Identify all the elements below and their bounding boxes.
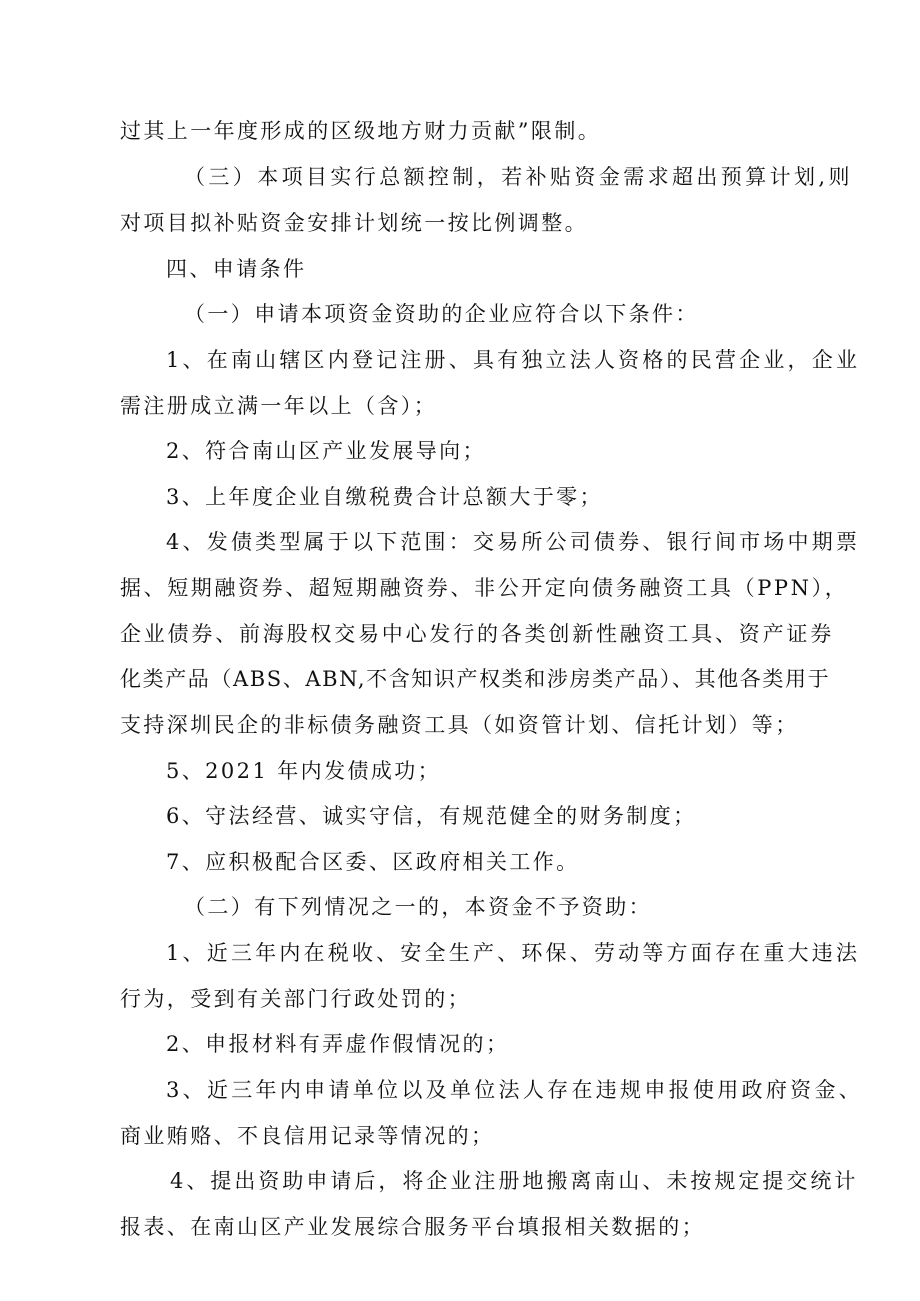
text-line: 1、在南山辖区内登记注册、具有独立法人资格的民营企业，企业 <box>166 348 861 372</box>
text-line: 过其上一年度形成的区级地方财力贡献”限制。 <box>120 119 602 143</box>
text-line: 4、发债类型属于以下范围：交易所公司债券、银行间市场中期票 <box>166 530 861 554</box>
text-line: 1、近三年内在税收、安全生产、环保、劳动等方面存在重大违法 <box>166 941 861 965</box>
text-line: （一）申请本项资金资助的企业应符合以下条件： <box>184 302 699 326</box>
text-line: 企业债券、前海股权交易中心发行的各类创新性融资工具、资产证券 <box>120 622 834 646</box>
text-line: 报表、在南山区产业发展综合服务平台填报相关数据的； <box>120 1215 705 1239</box>
text-line: 2、符合南山区产业发展导向； <box>166 439 486 463</box>
section-heading: 四、申请条件 <box>166 257 307 281</box>
text-line: 商业贿赂、不良信用记录等情况的； <box>120 1124 495 1148</box>
text-line: 化类产品（ABS、ABN,不含知识产权类和涉房类产品）、其他各类用于 <box>120 667 831 691</box>
text-line: 据、短期融资券、超短期融资券、非公开定向债务融资工具（PPN）， <box>120 576 849 600</box>
text-line: （三）本项目实行总额控制，若补贴资金需求超出预算计划,则 <box>184 165 853 189</box>
text-line: 6、守法经营、诚实守信，有规范健全的财务制度； <box>166 804 697 828</box>
text-line: 7、应积极配合区委、区政府相关工作。 <box>166 850 580 874</box>
text-line: 5、2021 年内发债成功； <box>166 759 442 783</box>
text-line: 2、申报材料有弄虚作假情况的； <box>166 1032 510 1056</box>
text-line: （二）有下列情况之一的，本资金不予资助： <box>184 895 652 919</box>
text-line: 对项目拟补贴资金安排计划统一按比例调整。 <box>120 211 588 235</box>
text-line: 3、近三年内申请单位以及单位法人存在违规申报使用政府资金、 <box>166 1078 864 1102</box>
text-line: 3、上年度企业自缴税费合计总额大于零； <box>166 485 603 509</box>
text-line: 支持深圳民企的非标债务融资工具（如资管计划、信托计划）等； <box>120 713 799 737</box>
text-line: 行为，受到有关部门行政处罚的； <box>120 987 471 1011</box>
text-line: 4、提出资助申请后，将企业注册地搬离南山、未按规定提交统计 <box>170 1169 859 1193</box>
text-line: 需注册成立满一年以上（含）； <box>120 394 438 418</box>
